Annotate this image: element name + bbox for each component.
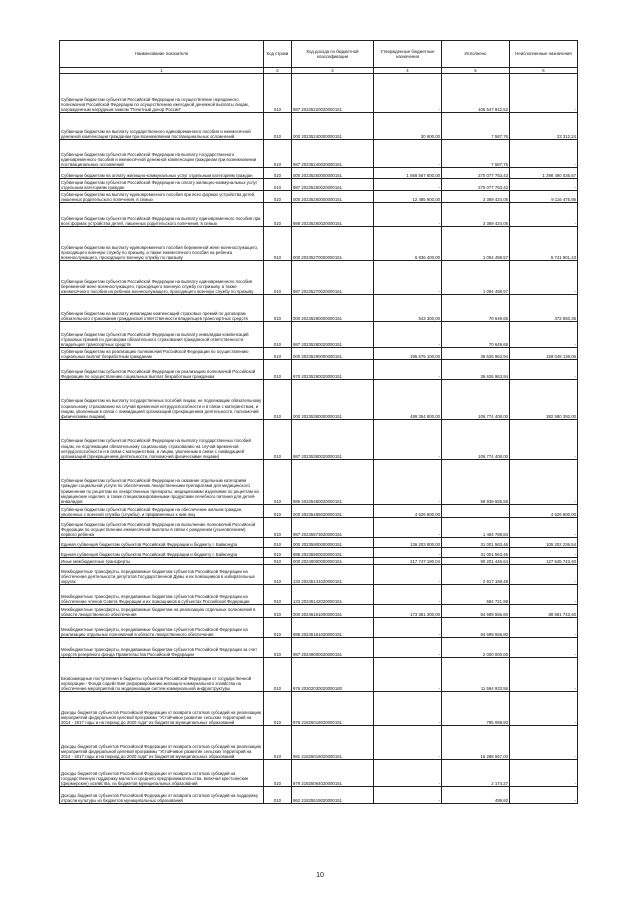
row-approved-amount: - [374,760,442,787]
row-line-code: 010 [264,558,292,565]
row-income-code: 970 20235290020000151 [292,360,374,380]
row-approved-amount: - [374,618,442,638]
row-income-code: 978 21825018020000151 [292,692,374,726]
row-executed-amount: 11 594 933,56 [442,658,510,692]
row-line-code: 010 [264,113,292,140]
row-executed-amount: 2 000 000,00 [442,638,510,658]
row-unexecuted-amount: - [510,726,578,760]
row-approved-amount: 217 747 190,04 [374,558,442,565]
row-line-code: 010 [264,787,292,804]
row-line-code: 010 [264,322,292,348]
row-income-code: 988 20235260020000151 [292,203,374,227]
table-row [60,618,578,638]
row-income-code: 987 20235250020000151 [292,179,374,191]
row-unexecuted-amount: - [510,460,578,505]
row-line-code: 010 [264,658,292,692]
table-row [60,658,578,692]
row-unexecuted-amount: - [510,322,578,348]
table-row [60,168,578,179]
column-number: 2 [264,68,292,74]
header-line-code: Код строки [264,41,292,68]
row-indicator-name: Межбюджетные трансферты, передаваемые бюджетам субъектов Российской Федерации на обеспечение членов Совета Федерации и их помощников в субъектах Российской Федерации [60,585,264,605]
row-indicator-name: Межбюджетные трансферты, передаваемые бюджетам субъектов Российской Федерации за счет средств резервного фонда Правительства Российской Федерации [60,638,264,658]
row-executed-amount: 2 917 168,48 [442,565,510,585]
table-row [60,380,578,420]
table-row [60,760,578,787]
row-indicator-name: Субвенции бюджетам субъектов Российской Федерации на реализацию полномочий Российской Федерации по осуществлению социальных выплат безработным гражданам [60,360,264,380]
row-income-code: 987 20235220020000151 [292,74,374,113]
row-indicator-name: Доходы бюджетов субъектов Российской Федерации от возврата остатков субсидий на государственную поддержку малого и среднего предпринимательства, включая крестьянские (фермерские) хозяйства, из бюджетов муниципальных образований [60,760,264,787]
row-unexecuted-amount: 382 580 392,00 [510,380,578,420]
row-executed-amount: 1 094 498,57 [442,261,510,295]
table-row [60,322,578,348]
table-row [60,460,578,505]
row-approved-amount: - [374,692,442,726]
row-income-code: 962 21825519020000151 [292,787,374,804]
row-unexecuted-amount: - [510,638,578,658]
row-line-code: 010 [264,295,292,322]
row-unexecuted-amount: - [510,420,578,460]
row-approved-amount: - [374,565,442,585]
table-row [60,261,578,295]
row-approved-amount: - [374,460,442,505]
row-indicator-name: Межбюджетные трансферты, передаваемые бюджетам субъектов Российской Федерации на реализацию отдельных полномочий в области лекарственного обеспечения [60,618,264,638]
row-line-code: 010 [264,360,292,380]
row-line-code: 010 [264,726,292,760]
row-indicator-name: Безвозмездные поступления в бюджеты субъектов Российской Федерации от государственной корпорации - Фонда содействия реформированию жилищно-коммунального хозяйства на обеспечение мероприятий по модернизации систем коммунальной инфраструктуры [60,658,264,692]
header-income-code: Код дохода по бюджетной классификации [292,41,374,68]
row-unexecuted-amount: 4 626 800,00 [510,505,578,518]
row-executed-amount: 270 077 763,43 [442,179,510,191]
row-line-code: 010 [264,585,292,605]
table-body [60,74,578,804]
row-unexecuted-amount: - [510,692,578,726]
row-unexecuted-amount: 9 116 475,95 [510,191,578,203]
row-unexecuted-amount: - [510,585,578,605]
row-indicator-name: Доходы бюджетов субъектов Российской Федерации от возврата остатков субсидий на реализацию мероприятий федеральной целевой программы "Устойчивое развитие сельских территорий на 2014 - 2017 годы и на период до 2020 года" из бюджетов муниципальных образований [60,692,264,726]
row-line-code: 010 [264,538,292,548]
row-approved-amount: - [374,261,442,295]
row-income-code: 976 20302030020000180 [292,658,374,692]
row-line-code: 010 [264,380,292,420]
table-row [60,585,578,605]
row-indicator-name: Единая субвенция бюджетам субъектов Российской Федерации и бюджету г. Байконура [60,548,264,558]
table-header-row [60,41,578,68]
row-approved-amount: 30 900,00 [374,113,442,140]
header-unexecuted: Неисполненные назначения [510,41,578,68]
table-row [60,191,578,203]
row-executed-amount: - [442,505,510,518]
row-line-code: 010 [264,518,292,538]
row-executed-amount: 105 547 842,52 [442,74,510,113]
row-line-code: 010 [264,348,292,360]
column-number: 1 [60,68,264,74]
row-income-code: 000 20235900000000151 [292,538,374,548]
page-number: 10 [316,872,324,879]
row-indicator-name: Доходы бюджетов субъектов Российской Федерации от возврата остатков субсидий на реализацию мероприятий федеральной целевой программы "Устойчивое развитие сельских территорий на 2014 - 2017 годы и на период до 2020 года" из бюджетов муниципальных образований [60,726,264,760]
row-unexecuted-amount: - [510,261,578,295]
row-income-code: 987 20235270020000151 [292,261,374,295]
row-income-code: 986 20235460020000151 [292,460,374,505]
row-approved-amount: 195 675 100,00 [374,348,442,360]
row-unexecuted-amount: - [510,548,578,558]
row-income-code: 987 20235573020000151 [292,518,374,538]
table-row [60,692,578,726]
row-unexecuted-amount: - [510,74,578,113]
row-executed-amount: 270 077 763,43 [442,168,510,179]
row-unexecuted-amount: 105 202 236,54 [510,538,578,548]
row-executed-amount: 106 774 408,00 [442,420,510,460]
row-executed-amount: 584 721,98 [442,585,510,605]
row-unexecuted-amount: 472 650,35 [510,295,578,322]
row-indicator-name: Субвенции бюджетам на выплату государственного единовременного пособия и ежемесячной денежной компенсации гражданам при возникновении поствакцинальных осложнений [60,113,264,140]
row-approved-amount: 12 485 900,00 [374,191,442,203]
row-income-code: 133 20245142020000151 [292,585,374,605]
row-income-code: 000 20235260000000151 [292,191,374,203]
row-unexecuted-amount: 1 298 490 036,57 [510,168,578,179]
row-approved-amount: - [374,726,442,760]
table-row [60,548,578,558]
table-row [60,420,578,460]
row-line-code: 010 [264,420,292,460]
row-indicator-name: Субвенции бюджетам на выплату инвалидам компенсаций страховых премий по договорам обязательного страхования гражданской ответственности владельцев транспортных средств [60,295,264,322]
row-approved-amount: 1 568 567 800,00 [374,168,442,179]
table-row [60,348,578,360]
column-number: 4 [374,68,442,74]
row-line-code: 010 [264,191,292,203]
row-income-code: 987 20235240020000151 [292,140,374,168]
row-unexecuted-amount: - [510,203,578,227]
row-income-code: 000 20235290000000151 [292,348,374,360]
row-approved-amount: - [374,585,442,605]
row-executed-amount: 3 369 424,05 [442,203,510,227]
row-unexecuted-amount: - [510,658,578,692]
row-line-code: 010 [264,605,292,618]
row-income-code: 000 20235485020000151 [292,505,374,518]
row-approved-amount: - [374,658,442,692]
table-row [60,518,578,538]
row-indicator-name: Субвенции бюджетам субъектов Российской Федерации на выплату единовременного пособия при всех формах устройства детей, лишенных родительского попечения, в семью [60,203,264,227]
row-approved-amount: 173 381 300,00 [374,605,442,618]
table-row [60,203,578,227]
row-income-code: 988 20235900020000151 [292,548,374,558]
row-executed-amount: 70 649,65 [442,322,510,348]
row-executed-amount: 36 626 963,94 [442,360,510,380]
row-approved-amount: 136 203 800,00 [374,538,442,548]
table-row [60,505,578,518]
row-unexecuted-amount: - [510,360,578,380]
row-line-code: 010 [264,548,292,558]
row-indicator-name: Межбюджетные трансферты, передаваемые бюджетам на реализацию отдельных полномочий в области лекарственного обеспечения [60,605,264,618]
row-executed-amount: 31 001 563,46 [442,538,510,548]
row-income-code: 133 20245141020000151 [292,565,374,585]
row-income-code: 981 21825018020000151 [292,726,374,760]
row-indicator-name: Субвенции бюджетам на реализацию полномочий Российской Федерации по осуществлению социальных выплат безработным гражданам [60,348,264,360]
row-executed-amount: 36 626 963,94 [442,348,510,360]
table-row [60,538,578,548]
row-approved-amount: - [374,638,442,658]
row-approved-amount: - [374,787,442,804]
row-executed-amount: 7 587,76 [442,140,510,168]
row-executed-amount: 2 174,27 [442,760,510,787]
table-row [60,113,578,140]
row-executed-amount: 3 369 424,05 [442,191,510,203]
row-approved-amount: 543 300,00 [374,295,442,322]
row-executed-amount: 499,60 [442,787,510,804]
row-income-code: 000 20235240000000151 [292,113,374,140]
table-row [60,787,578,804]
budget-execution-table [59,40,578,804]
row-approved-amount: - [374,548,442,558]
table-row [60,295,578,322]
row-indicator-name: Иные межбюджетные трансферты [60,558,264,565]
row-indicator-name: Субвенции бюджетам на выплату единовременного пособия беременной жене военнослужащего, проходящего военную службу по призыву, а также ежемесячного пособия на ребенка военнослужащего, проходящего военную службу по призыву [60,227,264,261]
table-row [60,179,578,191]
row-approved-amount: - [374,203,442,227]
row-line-code: 010 [264,760,292,787]
row-line-code: 010 [264,74,292,113]
row-indicator-name: Субвенции бюджетам на выплату государственных пособий лицам, не подлежащим обязательному социальному страхованию на случай временной нетрудоспособности и в связи с материнством, и лицам, уволенным в связи с ликвидацией организаций (прекращением деятельности, полномочий физическими лицами) [60,380,264,420]
table-row [60,605,578,618]
table-row [60,558,578,565]
row-line-code: 010 [264,179,292,191]
row-unexecuted-amount: 23 312,24 [510,113,578,140]
row-indicator-name: Субвенции бюджетам субъектов Российской Федерации на оплату жилищно-коммунальных услуг отдельным категориям граждан [60,179,264,191]
row-approved-amount: - [374,322,442,348]
row-income-code: 000 20235280000000151 [292,295,374,322]
row-executed-amount: 7 587,76 [442,113,510,140]
row-approved-amount: - [374,140,442,168]
row-indicator-name: Субвенции бюджетам субъектов Российской Федерации на оказание отдельным категориям граждан социальной услуги по обеспечению лекарственными препаратами для медицинского применения по рецептам на лекарственные препараты, медицинскими изделиями по рецептам на медицинские изделия, а также специализированными продуктами лечебного питания для детей-инвалидов [60,460,264,505]
row-approved-amount: 4 626 800,00 [374,505,442,518]
row-indicator-name: Субвенции бюджетам на оплату жилищно-коммунальных услуг отдельным категориям граждан [60,168,264,179]
row-executed-amount: 58 939 655,55 [442,460,510,505]
row-executed-amount: 795 088,50 [442,692,510,726]
row-approved-amount: - [374,518,442,538]
row-unexecuted-amount: - [510,618,578,638]
table-row [60,74,578,113]
table-row [60,726,578,760]
row-approved-amount: - [374,74,442,113]
header-executed: Исполнено [442,41,510,68]
row-approved-amount: - [374,179,442,191]
table-row [60,565,578,585]
column-number: 6 [510,68,578,74]
row-approved-amount: - [374,360,442,380]
row-unexecuted-amount: 88 681 743,40 [510,605,578,618]
row-unexecuted-amount: 159 048 136,06 [510,348,578,360]
row-unexecuted-amount: - [510,518,578,538]
row-income-code: 987 20249000020000151 [292,638,374,658]
row-indicator-name: Субвенции бюджетам на выплату единовременного пособия при всех формах устройства детей, лишенных родительского попечения, в семью [60,191,264,203]
row-income-code: 000 20235270000000151 [292,227,374,261]
row-indicator-name: Субвенции бюджетам субъектов Российской Федерации на выплату единовременного пособия беременной жене военнослужащего, проходящего военную службу по призыву, а также ежемесячного пособия на ребенка военнослужащего, проходящего военную службу по призыву [60,261,264,295]
table-row [60,140,578,168]
row-unexecuted-amount: - [510,140,578,168]
column-number: 5 [442,68,510,74]
row-indicator-name: Субвенции бюджетам субъектов Российской Федерации на выплату инвалидам компенсаций страховых премий по договорам обязательного страхования гражданской ответственности владельцев транспортных средств [60,322,264,348]
row-income-code: 000 20240000000000151 [292,558,374,565]
row-indicator-name: Субвенции бюджетам субъектов Российской Федерации на осуществление переданного полномочия Российской Федерации по осуществлению ежегодной денежной выплаты лицам, награжденным нагрудным знаком "Почетный донор России" [60,74,264,113]
row-approved-amount: 489 354 800,00 [374,380,442,420]
table-row [60,638,578,658]
row-approved-amount: - [374,420,442,460]
row-executed-amount: 90 201 446,64 [442,558,510,565]
row-unexecuted-amount: 5 741 901,43 [510,227,578,261]
row-indicator-name: Субвенции бюджетам субъектов Российской Федерации на обеспечение жильем граждан, уволенных с военной службы (службы), и приравненных к ним лиц [60,505,264,518]
row-unexecuted-amount: - [510,760,578,787]
row-executed-amount: 84 699 556,60 [442,605,510,618]
row-unexecuted-amount: - [510,179,578,191]
table-row [60,360,578,380]
row-indicator-name: Доходы бюджетов субъектов Российской Федерации от возврата остатков субсидий на поддержку отрасли культуры из бюджетов муниципальных образований [60,787,264,804]
row-executed-amount: 16 288 567,00 [442,726,510,760]
row-income-code: 987 20235280020000151 [292,322,374,348]
row-income-code: 000 20245161000000151 [292,605,374,618]
row-unexecuted-amount: - [510,787,578,804]
row-income-code: 987 20235380020000151 [292,420,374,460]
row-unexecuted-amount: - [510,565,578,585]
row-line-code: 010 [264,227,292,261]
column-number: 3 [292,68,374,74]
table-row [60,227,578,261]
row-income-code: 979 21825064020000151 [292,760,374,787]
row-line-code: 010 [264,140,292,168]
row-line-code: 010 [264,638,292,658]
row-executed-amount: 1 094 498,57 [442,227,510,261]
row-approved-amount: 6 836 400,00 [374,227,442,261]
row-line-code: 010 [264,460,292,505]
row-line-code: 010 [264,692,292,726]
row-line-code: 010 [264,203,292,227]
row-executed-amount: 70 649,65 [442,295,510,322]
row-executed-amount: 1 464 788,84 [442,518,510,538]
header-indicator-name: Наименование показателя [60,41,264,68]
row-line-code: 010 [264,505,292,518]
row-line-code: 010 [264,565,292,585]
row-income-code: 000 20235250000000151 [292,168,374,179]
row-indicator-name: Единая субвенция бюджетам субъектов Российской Федерации и бюджету г. Байконура [60,538,264,548]
row-indicator-name: Субвенции бюджетам субъектов Российской Федерации на выплату государственного единовременного пособия и ежемесячной денежной компенсации гражданам при возникновении поствакцинальных осложнений [60,140,264,168]
row-line-code: 010 [264,261,292,295]
row-executed-amount: 84 699 556,60 [442,618,510,638]
row-income-code: 000 20235380000000151 [292,380,374,420]
header-approved: Утвержденные бюджетные назначения [374,41,442,68]
row-indicator-name: Субвенции бюджетам субъектов Российской Федерации на выполнение полномочий Российской Федерации по осуществлению ежемесячной выплаты в связи с рождением (усыновлением) первого ребенка [60,518,264,538]
row-line-code: 010 [264,618,292,638]
row-executed-amount: 106 774 408,00 [442,380,510,420]
row-unexecuted-amount: 127 545 743,40 [510,558,578,565]
row-income-code: 988 20245161020000151 [292,618,374,638]
row-indicator-name: Субвенции бюджетам субъектов Российской Федерации на выплату государственных пособий лицам, не подлежащим обязательному социальному страхованию на случай временной нетрудоспособности и в связи с материнством, и лицам, уволенным в связи с ликвидацией организаций (прекращением деятельности, полномочий физическими лицами) [60,420,264,460]
row-executed-amount: 31 001 563,46 [442,548,510,558]
row-line-code: 010 [264,168,292,179]
row-indicator-name: Межбюджетные трансферты, передаваемые бюджетам субъектов Российской Федерации на обеспечение деятельности депутатов Государственной Думы и их помощников в избирательных округах [60,565,264,585]
